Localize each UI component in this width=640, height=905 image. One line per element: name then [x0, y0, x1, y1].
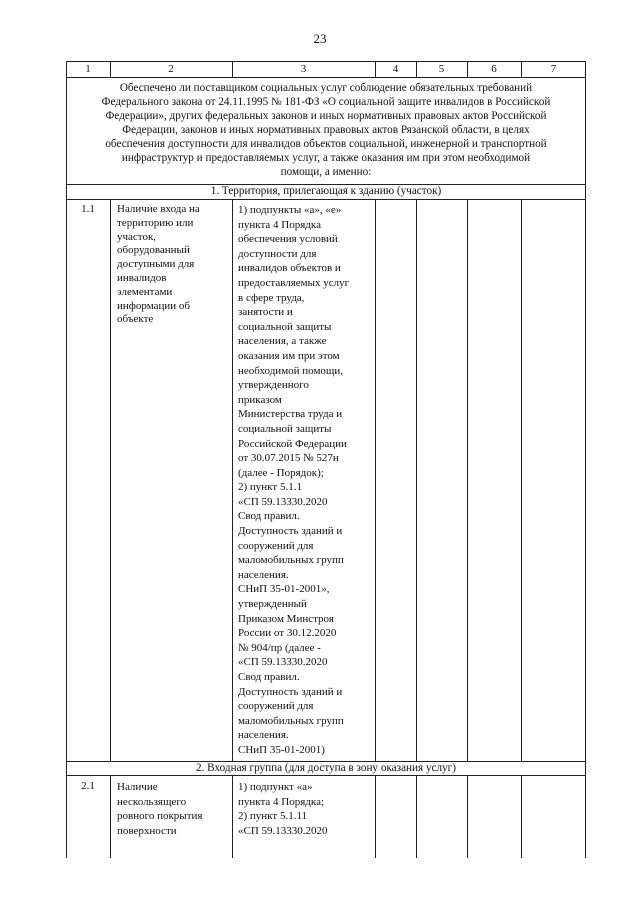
col-rule-6 [521, 775, 522, 858]
col-rule-3 [375, 199, 376, 762]
page-number: 23 [313, 31, 327, 46]
indicator-line: нескользящего [117, 795, 187, 808]
legal-line: населения. [238, 568, 289, 581]
indicator-line: Наличие [117, 781, 158, 793]
legal-line: населения. [238, 729, 289, 742]
legal-line: России от 30.12.2020 [238, 627, 337, 640]
table-border-left [66, 61, 67, 858]
col-rule-2 [232, 199, 233, 762]
legal-line: обеспечения условий [238, 233, 338, 246]
intro-paragraph [68, 81, 584, 179]
header-col-2: 2 [168, 63, 174, 75]
row-1-1-indicator [117, 203, 230, 327]
row-2-1-legal-basis [238, 780, 374, 838]
header-col-3: 3 [300, 63, 307, 75]
legal-line: Доступность зданий и [238, 525, 343, 538]
legal-line: «СП 59.13330.2020 [238, 656, 328, 669]
row-2-1-indicator [117, 780, 230, 838]
legal-line: «СП 59.13330.2020 [238, 495, 328, 508]
indicator-line: территорию или [117, 216, 194, 229]
table-border-right [585, 61, 586, 858]
table-border-top [66, 61, 586, 62]
col-rule-4 [416, 775, 417, 858]
checklist-table [66, 61, 586, 858]
legal-line: пункта 4 Порядка [238, 218, 321, 231]
indicator-line: оборудованный [117, 244, 190, 257]
legal-line: Российской Федерации [238, 437, 347, 450]
legal-line: Приказом Минстроя [238, 612, 334, 625]
indicator-line: объекте [117, 313, 154, 326]
header-bottom-rule [66, 77, 586, 78]
legal-line: социальной защиты [238, 422, 332, 435]
col-rule-5 [467, 775, 468, 858]
legal-line: занятости и [238, 306, 293, 319]
legal-line: сооружений для [238, 700, 314, 713]
legal-line: 1) подпункты «а», «е» [238, 204, 342, 216]
intro-line: помощи, а именно: [280, 166, 372, 178]
indicator-line: элементами [117, 285, 173, 298]
indicator-line: поверхности [117, 824, 177, 837]
legal-line: СНиП 35-01-2001) [238, 743, 325, 756]
legal-line: населения, а также [238, 335, 327, 348]
indicator-line: ровного покрытия [117, 810, 203, 823]
intro-line: Федерации, законов и иных нормативных правовых актов Рязанской области, в целях [122, 124, 530, 136]
legal-line: маломобильных групп [238, 714, 344, 727]
legal-line: Свод правил. [238, 510, 300, 523]
legal-line: социальной защиты [238, 320, 332, 333]
intro-line: Федерального закона от 24.11.1995 № 181-ФЗ «О социальной защите инвалидов в Российской [101, 96, 551, 108]
col-rule-6 [521, 199, 522, 762]
legal-line: утвержденный [238, 598, 307, 611]
header-col-6: 6 [491, 63, 497, 75]
indicator-line: информации об [117, 299, 191, 312]
section-2-heading: 2. Входная группа (для доступа в зону оказания услуг) [195, 762, 457, 774]
legal-line: Свод правил. [238, 671, 300, 683]
legal-line: пункта 4 Порядка; [238, 795, 325, 808]
indicator-line: инвалидов [117, 271, 167, 284]
intro-line: обеспечения доступности для инвалидов объектов социальной, инженерной и транспортной [105, 138, 547, 150]
indicator-line: участок, [117, 230, 157, 243]
indicator-line: доступными для [117, 258, 195, 271]
header-col-7: 7 [550, 63, 557, 75]
legal-line: СНиП 35-01-2001», [238, 583, 330, 596]
legal-line: от 30.07.2015 № 527н [238, 452, 339, 465]
legal-line: Доступность зданий и [238, 685, 343, 698]
intro-line: инфраструктур и предоставляемых услуг, а также оказания им при этом необходимой [121, 152, 531, 164]
legal-line: Министерства труда и [238, 408, 343, 421]
legal-line: в сфере труда, [238, 291, 305, 304]
col-rule-1 [110, 775, 111, 858]
legal-line: (далее - Порядок); [238, 466, 324, 479]
col-rule-2 [232, 775, 233, 858]
legal-line: маломобильных групп [238, 554, 344, 567]
intro-line: Федерации», других федеральных законов и иных нормативных правовых актов Российской [105, 110, 547, 122]
legal-line: 2) пункт 5.1.1 [238, 481, 302, 494]
row-1-1-number: 1.1 [81, 203, 95, 215]
legal-line: предоставляемых услуг [238, 276, 350, 289]
legal-line: приказом [238, 393, 282, 406]
legal-line: 1) подпункт «а» [238, 781, 313, 793]
intro-line: Обеспечено ли поставщиком социальных услуг соблюдение обязательных требований [119, 82, 533, 94]
header-col-5: 5 [438, 63, 445, 75]
legal-line: утвержденного [238, 379, 309, 392]
indicator-line: Наличие входа на [117, 203, 200, 215]
legal-line: инвалидов объектов и [238, 262, 341, 275]
legal-line: № 904/пр (далее - [238, 641, 321, 654]
header-col-4: 4 [392, 63, 399, 75]
legal-line: доступности для [238, 247, 317, 260]
legal-line: 2) пункт 5.1.11 [238, 810, 308, 823]
row-1-1-legal-basis [238, 203, 374, 758]
section-1-heading: 1. Территория, прилегающая к зданию (участок) [210, 185, 442, 197]
legal-line: сооружений для [238, 539, 314, 552]
col-rule-1 [110, 199, 111, 762]
section1-bottom-rule [66, 199, 586, 200]
legal-line: «СП 59.13330.2020 [238, 824, 328, 837]
row-2-1-number: 2.1 [81, 780, 95, 792]
col-rule-5 [467, 199, 468, 762]
header-col-1: 1 [85, 63, 91, 75]
legal-line: необходимой помощи, [238, 364, 344, 377]
legal-line: оказания им при этом [238, 349, 340, 362]
col-rule-4 [416, 199, 417, 762]
col-rule-3 [375, 775, 376, 858]
